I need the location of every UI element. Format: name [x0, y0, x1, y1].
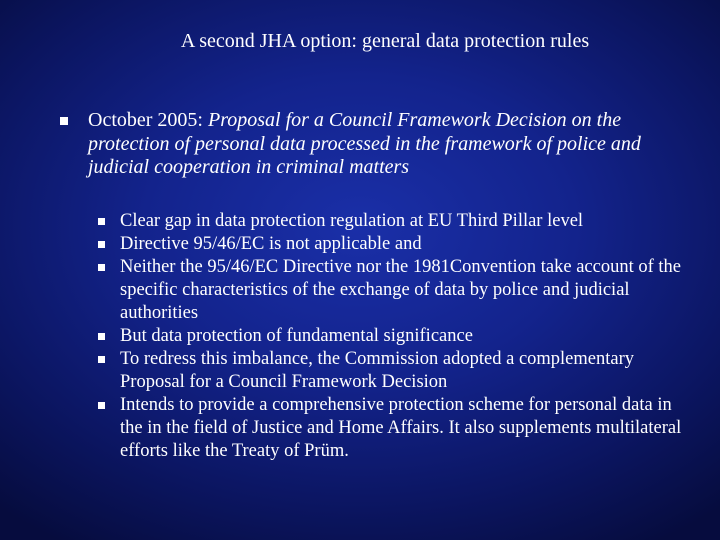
slide-title: A second JHA option: general data protection rules: [180, 30, 590, 52]
square-bullet-icon: [98, 241, 105, 248]
square-bullet-icon: [98, 356, 105, 363]
square-bullet-icon: [98, 218, 105, 225]
main-point-emphasis: Proposal for a Council Framework Decision on the protection of personal data processed in the framework of police and judicial cooperation in criminal matters: [88, 109, 641, 178]
sub-bullet-item: [98, 233, 698, 256]
sub-bullet-text: But data protection of fundamental significance: [120, 326, 473, 346]
sub-bullet-item: [98, 394, 698, 463]
sub-bullet-item: [98, 348, 698, 394]
sub-bullet-text: Clear gap in data protection regulation at EU Third Pillar level: [120, 211, 584, 231]
sub-bullet-text: Neither the 95/46/EC Directive nor the 1981Convention take account of the specific characteristics of the exchange of data by police and judicial authorities: [120, 257, 682, 323]
sub-bullet-text: Directive 95/46/EC is not applicable and: [120, 234, 422, 254]
sub-bullet-item: [98, 325, 698, 348]
main-bullet-point: [60, 109, 700, 180]
square-bullet-icon: [98, 264, 105, 271]
sub-bullet-text: To redress this imbalance, the Commission adopted a complementary Proposal for a Council Framework Decision: [120, 349, 635, 392]
sub-bullet-list: [98, 210, 698, 463]
square-bullet-icon: [98, 333, 105, 340]
sub-bullet-text: Intends to provide a comprehensive protection scheme for personal data in the in the field of Justice and Home Affairs. It also supplements multilateral efforts like the Treaty of Prüm.: [120, 395, 682, 461]
square-bullet-icon: [60, 117, 68, 125]
square-bullet-icon: [98, 402, 105, 409]
sub-bullet-item: [98, 256, 698, 325]
main-point-lead: October 2005:: [88, 109, 208, 131]
main-point-text: [88, 109, 700, 180]
sub-bullet-item: [98, 210, 698, 233]
